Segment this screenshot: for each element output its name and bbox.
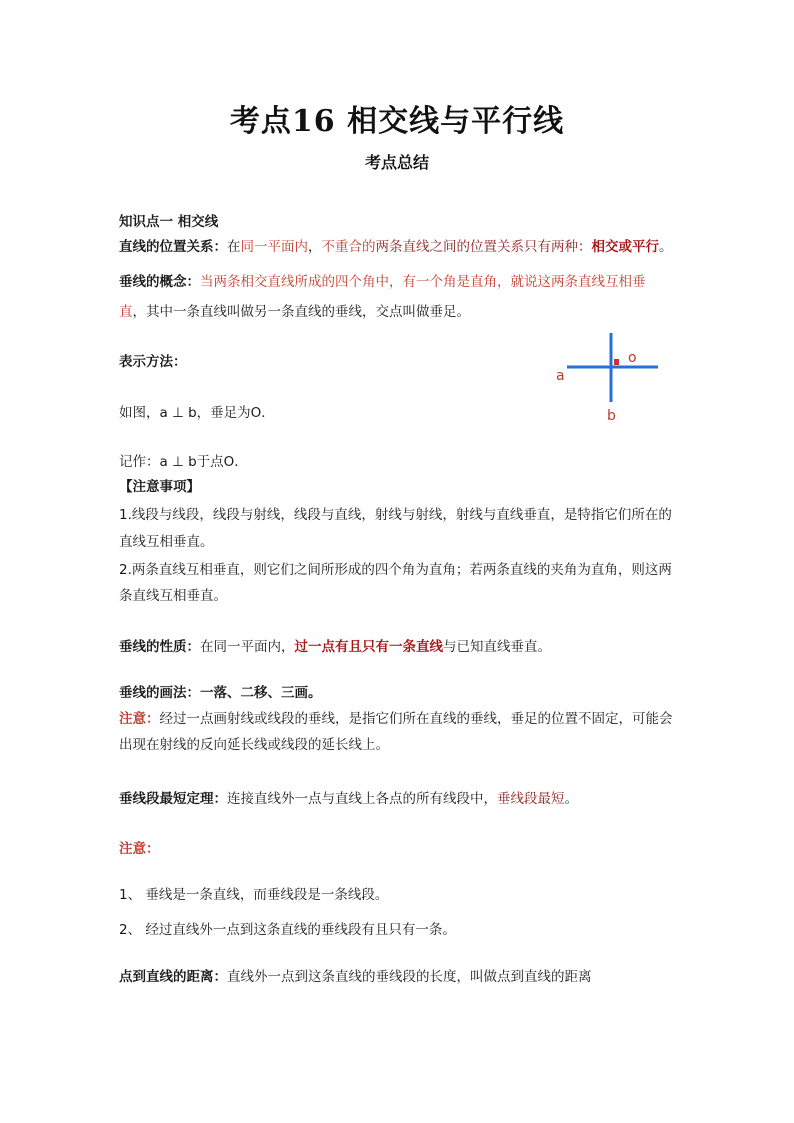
position-label: 直线的位置关系：	[119, 239, 227, 255]
notation-line-2: 记作：a ⊥ b于点O．	[119, 454, 248, 470]
section-heading: 知识点一 相交线	[119, 214, 219, 230]
distance-label: 点到直线的距离：	[119, 969, 227, 985]
perp-drawing-note-line-2: 出现在射线的反向延长线或线段的延长线上。	[119, 737, 389, 753]
label-b: b	[607, 408, 616, 424]
perp-property-text-2: 过一点有且只有一条直线	[294, 639, 443, 655]
note-1-line-2: 直线互相垂直。	[119, 534, 214, 550]
perp-concept-text-1: 当两条相交直线所成的四个角中，有一个角是直角，就说这两条直线互相垂	[200, 274, 646, 290]
notes-heading: 【注意事项】	[119, 479, 200, 495]
position-text-6: 相交或平行	[591, 239, 659, 255]
note-2-line-2: 条直线互相垂直。	[119, 588, 227, 604]
position-text-5: 两条直线之间的位置关系只有两种：	[375, 239, 592, 255]
perp-drawing-note-line-1	[119, 709, 673, 729]
perpendicular-figure	[548, 330, 668, 430]
shortest-theorem-paragraph	[119, 789, 578, 809]
attention-item-2: 2、 经过直线外一点到这条直线的垂线段有且只有一条。	[119, 922, 456, 938]
attention-label: 注意：	[119, 841, 160, 857]
perp-property-text-3: 与已知直线垂直。	[443, 639, 551, 655]
perp-concept-line-2	[119, 302, 470, 322]
perp-concept-text-2: 直	[119, 304, 133, 320]
position-text-4: 不重合的	[321, 239, 376, 255]
right-angle-mark	[614, 359, 619, 365]
perp-property-text-1: 在同一平面内，	[200, 639, 295, 655]
perp-concept-line-1	[119, 272, 646, 292]
shortest-text-1: 连接直线外一点与直线上各点的所有线段中，	[227, 791, 497, 807]
notation-line-1: 如图，a ⊥ b，垂足为O．	[119, 405, 275, 421]
perp-drawing-note-text-1: 经过一点画射线或线段的垂线，是指它们所在直线的垂线，垂足的位置不固定，可能会	[159, 711, 673, 727]
perp-property-label: 垂线的性质：	[119, 639, 200, 655]
page-title: 考点16 相交线与平行线	[229, 104, 565, 139]
shortest-text-2: 垂线段最短	[497, 791, 565, 807]
shortest-label: 垂线段最短定理：	[119, 791, 227, 807]
perp-drawing-label: 垂线的画法：一落、二移、三画。	[119, 685, 322, 701]
position-text-3: ，	[308, 239, 322, 255]
page-subtitle: 考点总结	[364, 153, 429, 172]
position-text-2: 同一平面内	[240, 239, 308, 255]
label-o: o	[628, 350, 637, 366]
position-text-7: 。	[659, 239, 673, 255]
label-a: a	[556, 368, 565, 384]
attention-item-1: 1、 垂线是一条直线，而垂线段是一条线段。	[119, 887, 389, 903]
note-1-line-1: 1.线段与线段，线段与射线，线段与直线，射线与射线，射线与直线垂直，是特指它们所在的	[119, 507, 672, 523]
shortest-text-3: 。	[564, 791, 578, 807]
perp-property-paragraph	[119, 637, 551, 657]
notation-label: 表示方法：	[119, 354, 187, 370]
perp-concept-label: 垂线的概念：	[119, 274, 200, 290]
position-relation-paragraph	[119, 237, 673, 257]
distance-text: 直线外一点到这条直线的垂线段的长度，叫做点到直线的距离	[227, 969, 592, 985]
distance-paragraph	[119, 967, 592, 987]
note-2-line-1: 2.两条直线互相垂直，则它们之间所形成的四个角为直角；若两条直线的夹角为直角，则这两	[119, 562, 672, 578]
position-text-1: 在	[227, 239, 241, 255]
perp-concept-text-3: ，其中一条直线叫做另一条直线的垂线，交点叫做垂足。	[132, 304, 470, 320]
perp-drawing-note-label: 注意：	[119, 711, 160, 727]
